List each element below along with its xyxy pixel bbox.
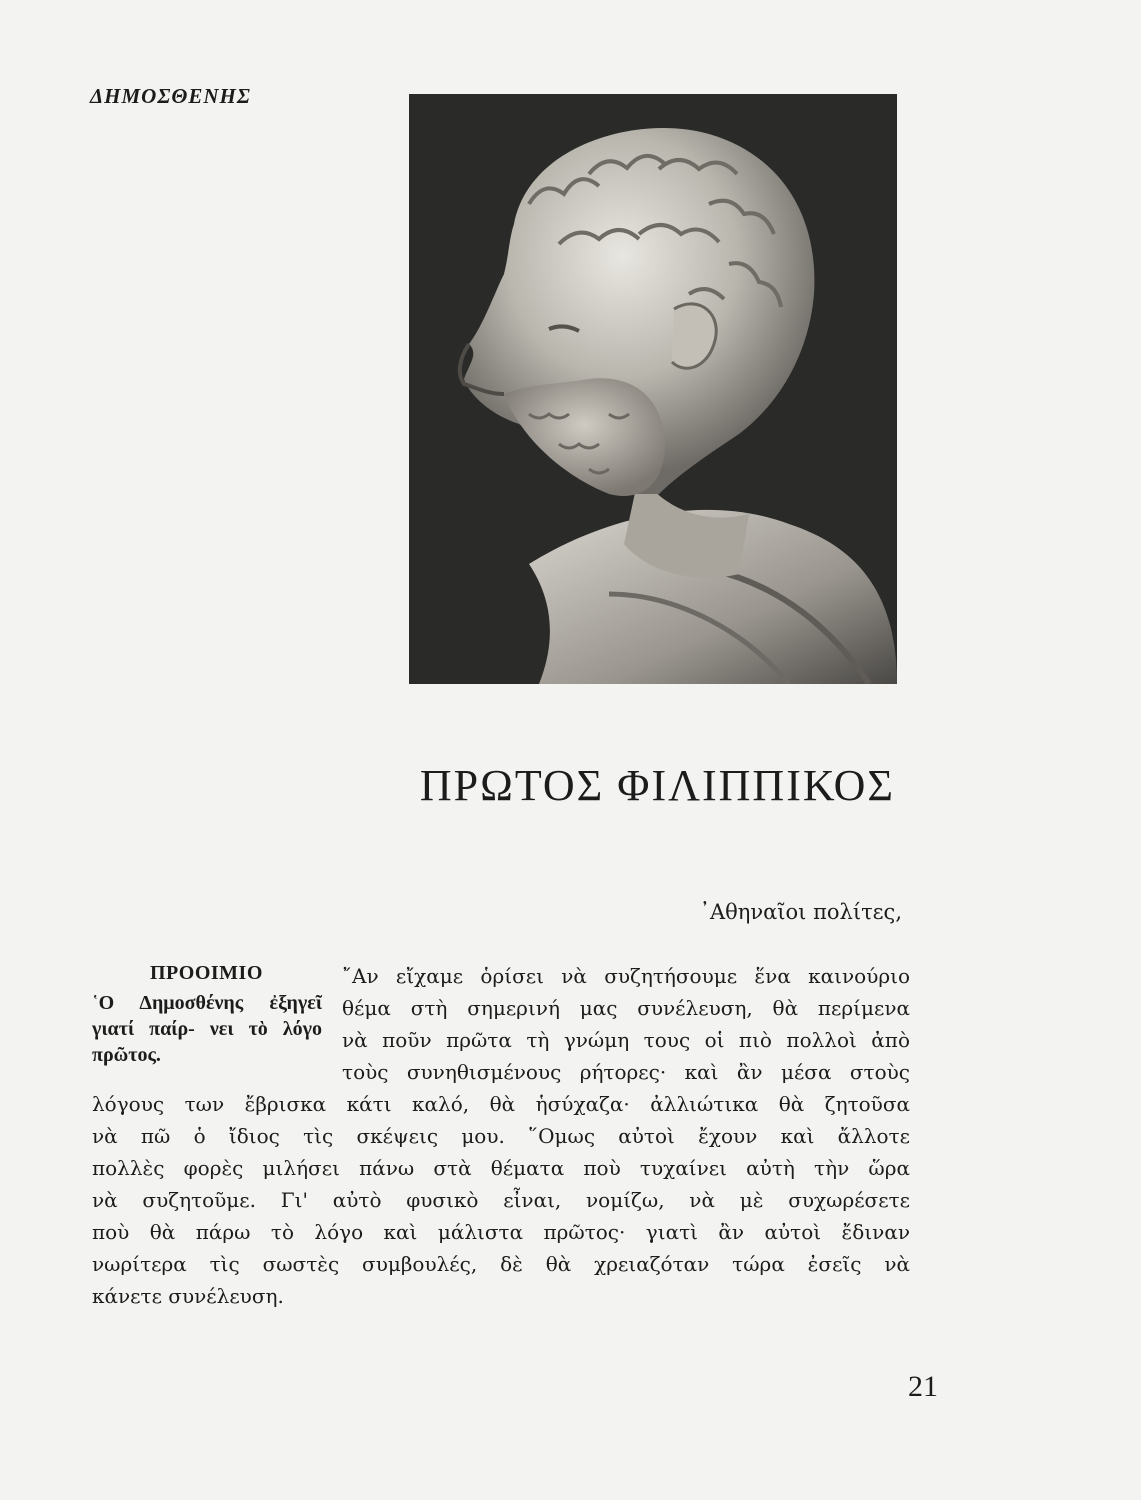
page-number: 21 bbox=[908, 1370, 938, 1403]
text-line: νὰ ποῦν πρῶτα τὴ γνώμη τους οἱ πιὸ πολλοὶ ἀπὸ bbox=[342, 1028, 910, 1052]
text-line: κάνετε συνέλευση. bbox=[92, 1284, 284, 1308]
text-line: λόγους των ἔβρισκα κάτι καλό, θὰ ἡσύχαζα· ἀλλιώτικα θὰ ζητοῦσα bbox=[92, 1092, 910, 1116]
bust-illustration bbox=[409, 94, 897, 684]
text-line: πολλὲς φορὲς μιλήσει πάνω στὰ θέματα ποὺ τυχαίνει αὐτὴ τὴν ὥρα bbox=[92, 1156, 910, 1180]
text-line: θέμα στὴ σημερινή μας συνέλευση, θὰ περίμενα bbox=[342, 996, 910, 1020]
text-line: νὰ πῶ ὁ ἴδιος τὶς σκέψεις μου. ῞Ομως αὐτοὶ ἔχουν καὶ ἄλλοτε bbox=[92, 1124, 910, 1148]
body-text-continuation bbox=[92, 1088, 910, 1312]
text-line: ποὺ θὰ πάρω τὸ λόγο καὶ μάλιστα πρῶτος· γιατὶ ἂν αὐτοὶ ἔδιναν bbox=[92, 1220, 910, 1244]
salutation: ᾿Αθηναῖοι πολίτες, bbox=[699, 900, 902, 924]
margin-heading: ΠΡΟΟΙΜΙΟ bbox=[150, 962, 263, 984]
margin-note: ῾Ο Δημοσθένης ἐξηγεῖ γιατί παίρ- νει τὸ λόγο πρῶτος. bbox=[92, 992, 322, 1066]
running-head: ΔΗΜΟΣΘΕΝΗΣ bbox=[90, 84, 251, 108]
body-text-opening bbox=[342, 960, 910, 1088]
text-line: νὰ συζητοῦμε. Γι' αὐτὸ φυσικὸ εἶναι, νομίζω, νὰ μὲ συχωρέσετε bbox=[92, 1188, 910, 1212]
text-line: ῎Αν εἴχαμε ὁρίσει νὰ συζητήσουμε ἕνα καινούριο bbox=[342, 964, 910, 988]
portrait-bust-image bbox=[409, 94, 897, 684]
speech-title: ΠΡΩΤΟΣ ΦΙΛΙΠΠΙΚΟΣ bbox=[419, 761, 895, 810]
text-line: νωρίτερα τὶς σωστὲς συμβουλές, δὲ θὰ χρειαζόταν τώρα ἐσεῖς νὰ bbox=[92, 1252, 910, 1276]
text-line: τοὺς συνηθισμένους ρήτορες· καὶ ἂν μέσα στοὺς bbox=[342, 1060, 910, 1084]
